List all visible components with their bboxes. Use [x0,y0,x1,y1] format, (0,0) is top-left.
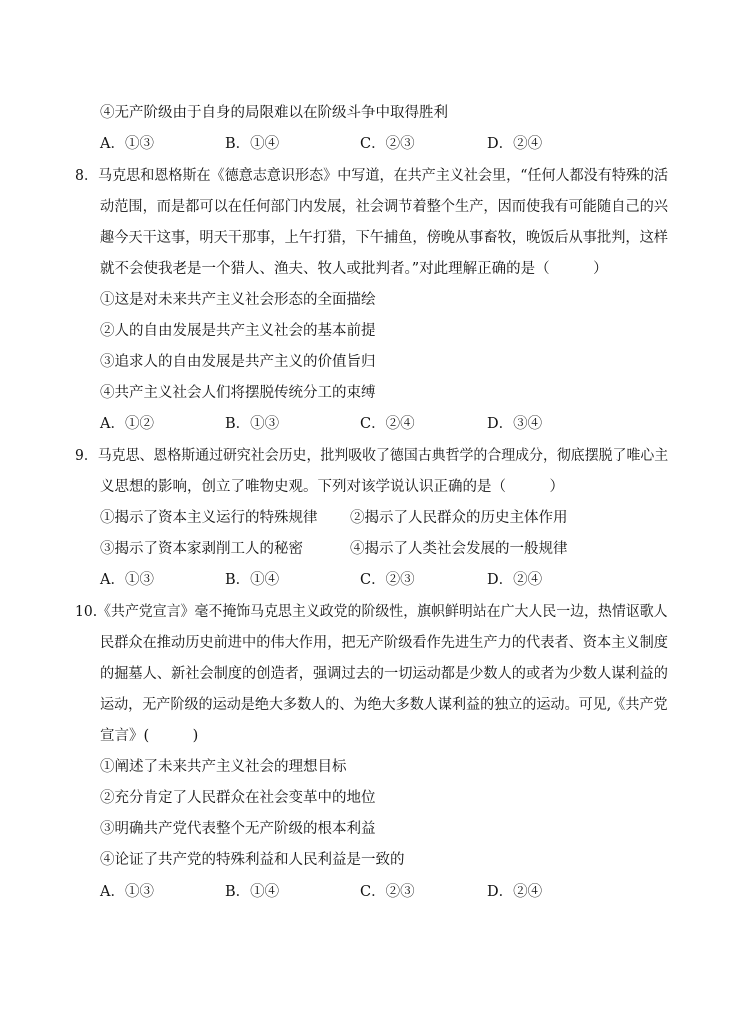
q8-stem-line-1: 8．马克思和恩格斯在《德意志意识形态》中写道，在共产主义社会里，“任何人都没有特殊的活 [75,168,669,184]
q9-option-d: D．②④ [487,572,543,588]
q10-stem-line-4: 运动，无产阶级的运动是绝大多数人的、为绝大多数人谋利益的独立的运动。可见,《共产党 [100,697,668,713]
q7-option-c: C．②③ [360,136,415,152]
q10-stem-line-3: 的掘墓人、新社会制度的创造者，强调过去的一切运动都是少数人的或者为少数人谋利益的 [100,666,668,682]
q10-stem-line-5: 宣言》( ) [100,728,199,744]
q9-statement-3: ③揭示了资本家剥削工人的秘密 [100,541,303,557]
q10-option-c: C．②③ [360,884,415,900]
q10-statement-4: ④论证了共产党的特殊利益和人民利益是一致的 [100,852,405,868]
q8-stem-line-2: 动范围，而是都可以在任何部门内发展，社会调节着整个生产，因而使我有可能随自己的兴 [100,199,668,215]
q10-stem-line-1: 10.《共产党宣言》毫不掩饰马克思主义政党的阶级性，旗帜鲜明站在广大人民一边，热情讴歌人 [75,604,668,620]
q9-statement-1: ①揭示了资本主义运行的特殊规律 [100,510,318,526]
q8-statement-2: ②人的自由发展是共产主义社会的基本前提 [100,323,376,339]
q8-statement-3: ③追求人的自由发展是共产主义的价值旨归 [100,354,376,370]
q8-stem-line-4: 就不会使我老是一个猎人、渔夫、牧人或批判者。”对此理解正确的是（ ） [100,261,608,277]
q7-statement-4: ④无产阶级由于自身的局限难以在阶级斗争中取得胜利 [100,105,448,121]
q10-option-d: D．②④ [487,884,543,900]
q8-statement-4: ④共产主义社会人们将摆脱传统分工的束缚 [100,385,376,401]
q8-statement-1: ①这是对未来共产主义社会形态的全面描绘 [100,292,376,308]
q8-option-a: A．①② [100,416,154,432]
q9-option-c: C．②③ [360,572,415,588]
q10-option-b: B．①④ [225,884,280,900]
q10-stem-line-2: 民群众在推动历史前进中的伟大作用，把无产阶级看作先进生产力的代表者、资本主义制度 [100,635,668,651]
q9-stem-line-2: 义思想的影响，创立了唯物史观。下列对该学说认识正确的是（ ） [100,479,564,495]
q9-option-b: B．①④ [225,572,280,588]
q7-option-a: A．①③ [100,136,154,152]
q9-stem-line-1: 9．马克思、恩格斯通过研究社会历史，批判吸收了德国古典哲学的合理成分，彻底摆脱了唯心主 [75,448,669,464]
q9-option-a: A．①③ [100,572,154,588]
q7-option-b: B．①④ [225,136,280,152]
q9-statement-4: ④揭示了人类社会发展的一般规律 [350,541,568,557]
q8-option-b: B．①③ [225,416,280,432]
q10-option-a: A．①③ [100,884,154,900]
q10-statement-2: ②充分肯定了人民群众在社会变革中的地位 [100,790,376,806]
q8-stem-line-3: 趣今天干这事，明天干那事，上午打猎，下午捕鱼，傍晚从事畜牧，晚饭后从事批判，这样 [100,230,668,246]
q9-statement-2: ②揭示了人民群众的历史主体作用 [350,510,568,526]
q10-statement-3: ③明确共产党代表整个无产阶级的根本利益 [100,821,376,837]
q8-option-c: C．②④ [360,416,415,432]
q10-statement-1: ①阐述了未来共产主义社会的理想目标 [100,759,347,775]
q7-option-d: D．②④ [487,136,543,152]
q8-option-d: D．③④ [487,416,543,432]
